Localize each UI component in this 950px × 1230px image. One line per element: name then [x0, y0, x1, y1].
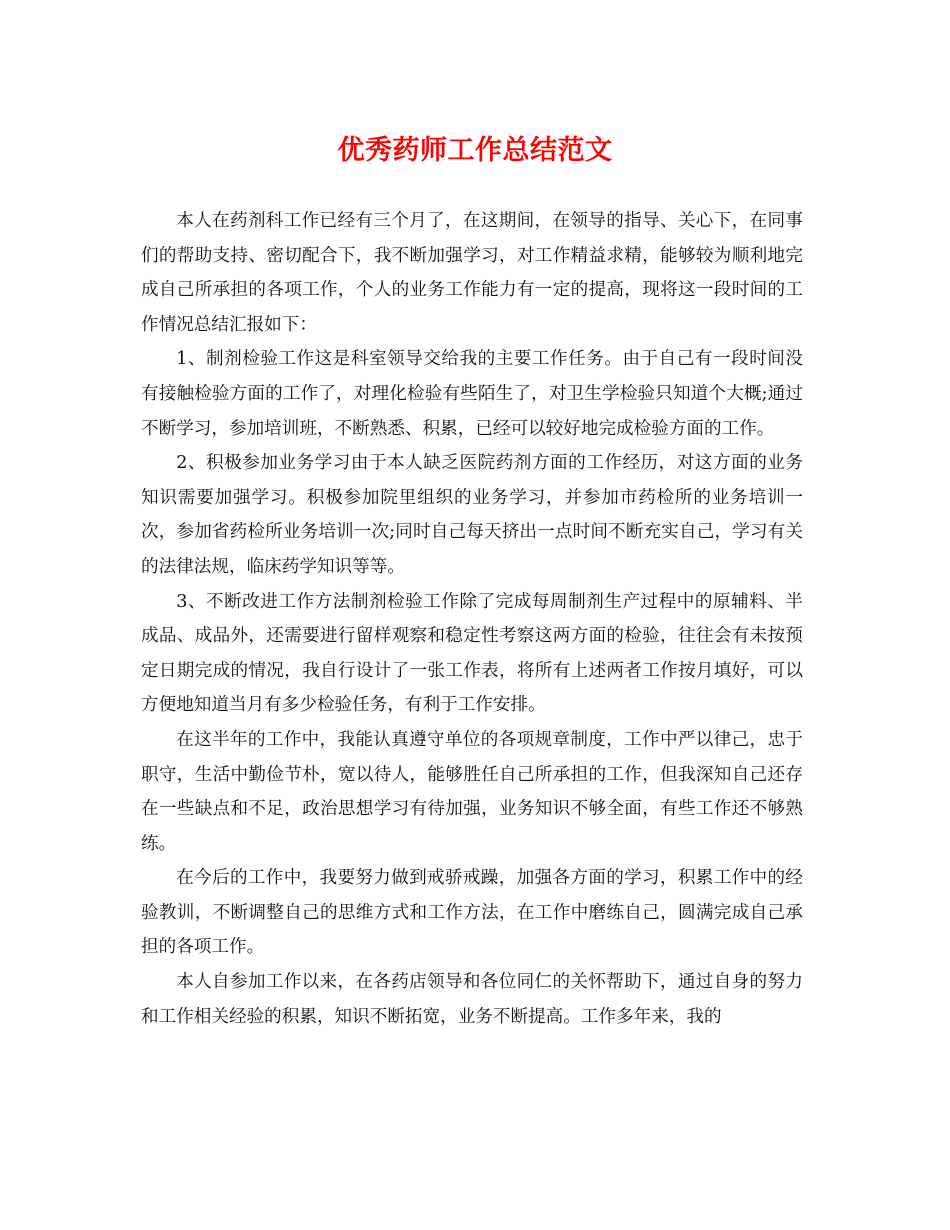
paragraph-item-1: 1、制剂检验工作这是科室领导交给我的主要工作任务。由于自己有一段时间没有接触检验方面的工作了，对理化检验有些陌生了，对卫生学检验只知道个大概;通过不断学习，参加培训班，不断熟悉、积累，已经可以较好地完成检验方面的工作。: [141, 349, 803, 439]
document-body: [141, 204, 803, 1034]
paragraph-future-plan: 在今后的工作中，我要努力做到戒骄戒躁，加强各方面的学习，积累工作中的经验教训，不断调整自己的思维方式和工作方法，在工作中磨练自己，圆满完成自己承担的各项工作。: [141, 868, 803, 958]
paragraph-closing: 本人自参加工作以来，在各药店领导和各位同仁的关怀帮助下，通过自身的努力和工作相关经验的积累，知识不断拓宽，业务不断提高。工作多年来，我的: [141, 972, 803, 1027]
paragraph-intro: 本人在药剂科工作已经有三个月了，在这期间，在领导的指导、关心下，在同事们的帮助支持、密切配合下，我不断加强学习，对工作精益求精，能够较为顺利地完成自己所承担的各项工作，个人的业务工作能力有一定的提高，现将这一段时间的工作情况总结汇报如下：: [141, 211, 803, 335]
paragraph-item-3: 3、不断改进工作方法制剂检验工作除了完成每周制剂生产过程中的原辅料、半成品、成品外，还需要进行留样观察和稳定性考察这两方面的检验，往往会有未按预定日期完成的情况，我自行设计了一张工作表，将所有上述两者工作按月填好，可以方便地知道当月有多少检验任务，有利于工作安排。: [141, 591, 803, 716]
paragraph-item-2: 2、积极参加业务学习由于本人缺乏医院药剂方面的工作经历，对这方面的业务知识需要加强学习。积极参加院里组织的业务学习，并参加市药检所的业务培训一次，参加省药检所业务培训一次;同时自己每天挤出一点时间不断充实自己，学习有关的法律法规，临床药学知识等等。: [141, 453, 803, 577]
document-title: 优秀药师工作总结范文: [337, 135, 613, 166]
paragraph-self-review: 在这半年的工作中，我能认真遵守单位的各项规章制度，工作中严以律己，忠于职守，生活中勤俭节朴，宽以待人，能够胜任自己所承担的工作，但我深知自己还存在一些缺点和不足，政治思想学习有待加强，业务知识不够全面，有些工作还不够熟练。: [141, 729, 803, 854]
